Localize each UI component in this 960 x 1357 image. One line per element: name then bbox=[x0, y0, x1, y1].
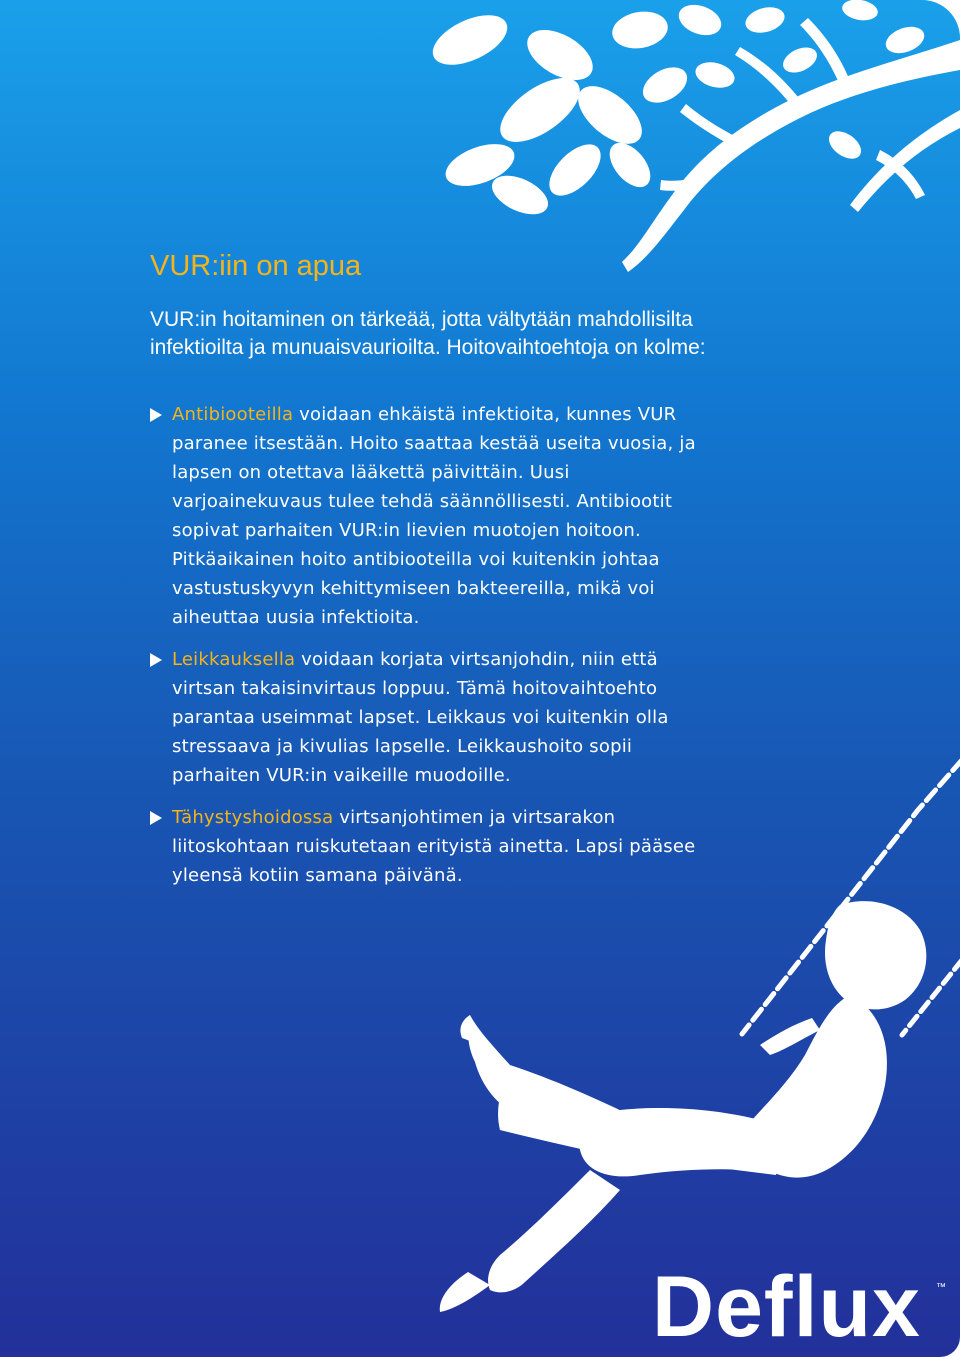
deflux-logo: Deflux bbox=[652, 1259, 921, 1355]
bullet-arrow-icon bbox=[150, 653, 162, 667]
treatment-keyword: Leikkauksella bbox=[172, 649, 296, 670]
trademark-symbol: ™ bbox=[936, 1282, 946, 1293]
treatment-list bbox=[150, 400, 710, 890]
bullet-arrow-icon bbox=[150, 811, 162, 825]
intro-paragraph: VUR:in hoitaminen on tärkeää, jotta vältytään mahdollisilta infektioilta ja munuaisvaurioilta. Hoitovaihtoehtoja on kolme: bbox=[150, 308, 706, 359]
tree-branch-illustration bbox=[425, 0, 960, 272]
treatment-text: voidaan ehkäistä infektioita, kunnes VUR paranee itsestään. Hoito saattaa kestää useita vuosia, ja lapsen on otettava lääkettä päivittäin. Uusi varjoainekuvaus tulee tehdä säännöllisesti. Antibiootit sopivat parhaiten VUR:in lievien muotojen hoitoon. Pitkäaikainen hoito antibiooteilla voi kuitenkin johtaa vastustuskyvyn kehittymiseen bakteereilla, mikä voi aiheuttaa uusia infektioita. bbox=[172, 404, 696, 628]
child-on-swing-illustration bbox=[440, 901, 927, 1312]
main-content bbox=[150, 248, 710, 903]
treatment-keyword: Antibiooteilla bbox=[172, 404, 294, 425]
page-heading: VUR:iin on apua bbox=[150, 250, 362, 282]
treatment-keyword: Tähystyshoidossa bbox=[172, 807, 334, 828]
bullet-arrow-icon bbox=[150, 408, 162, 422]
treatment-text: virtsanjohtimen ja virtsarakon liitoskohtaan ruiskutetaan erityistä ainetta. Lapsi pääsee yleensä kotiin samana päivänä. bbox=[172, 807, 696, 886]
treatment-item-surgery bbox=[150, 645, 710, 790]
treatment-text: voidaan korjata virtsanjohdin, niin että virtsan takaisinvirtaus loppuu. Tämä hoitovaihtoehto parantaa useimmat lapset. Leikkaus voi kuitenkin olla stressaava ja kivulias lapselle. Leikkaushoito sopii parhaiten VUR:in vaikeille muodoille. bbox=[172, 649, 669, 786]
treatment-item-endoscopic bbox=[150, 803, 710, 890]
treatment-item-antibiotics bbox=[150, 400, 710, 632]
